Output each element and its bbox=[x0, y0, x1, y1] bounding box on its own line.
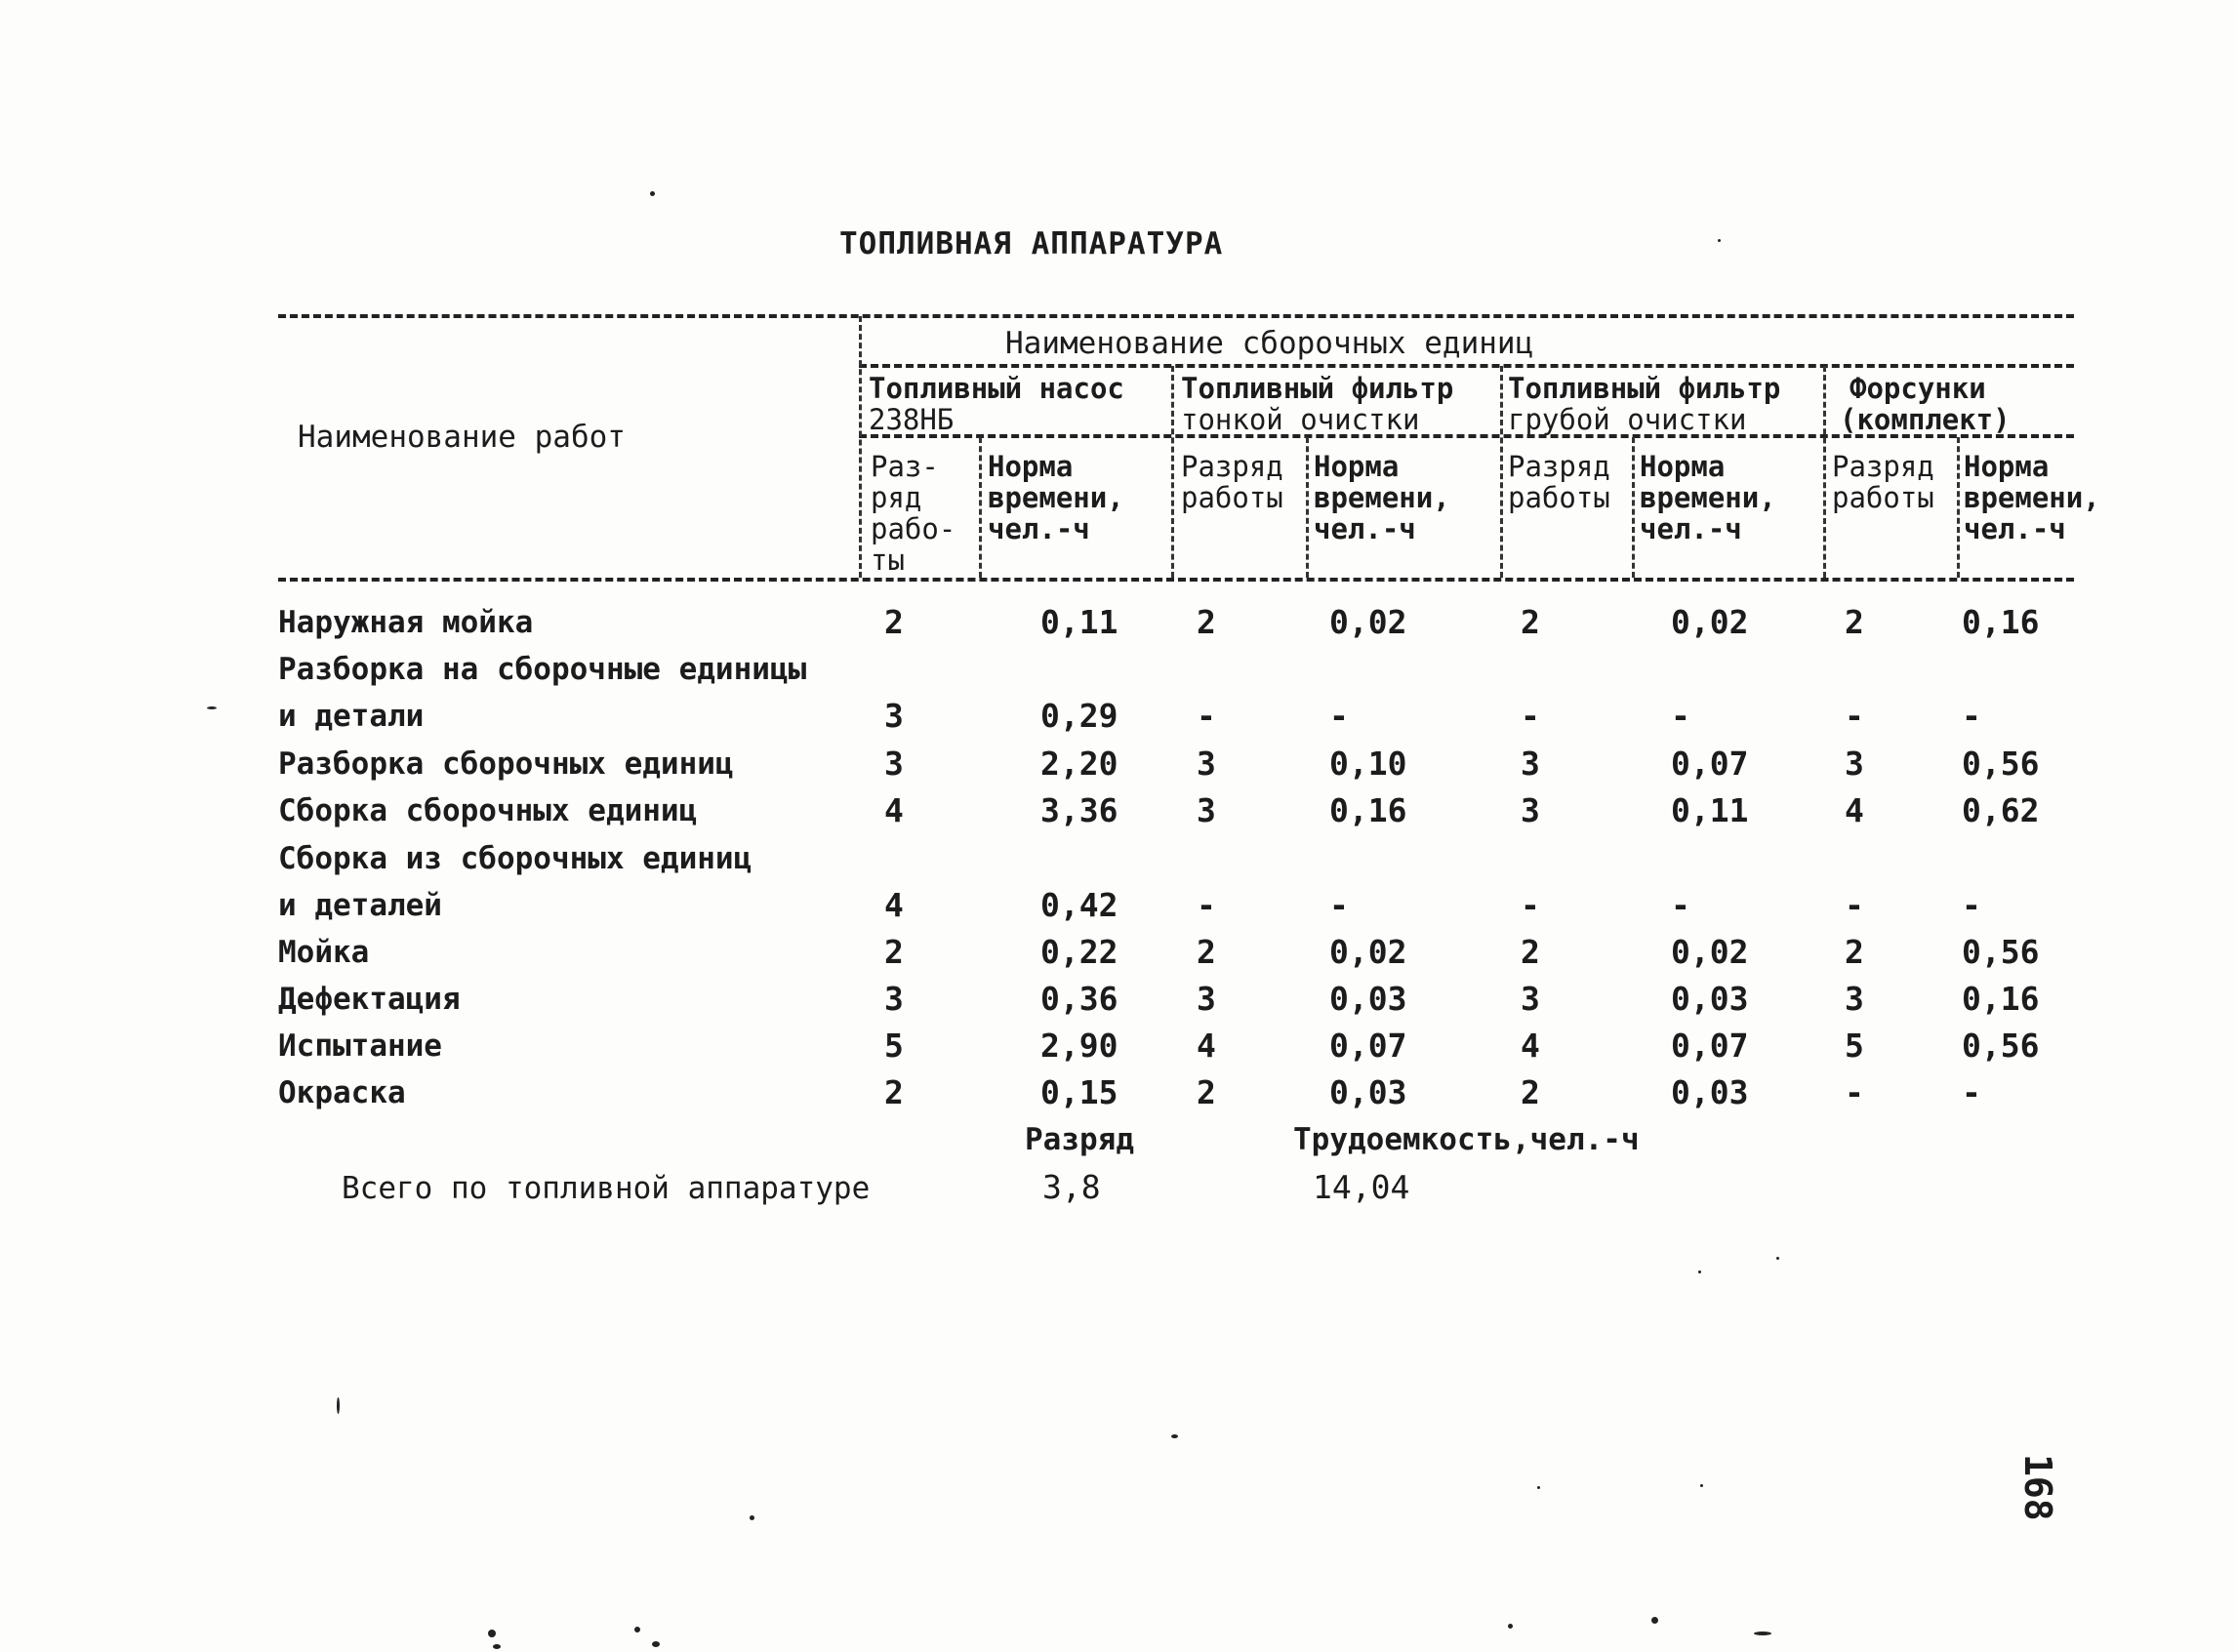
norm-header-line: чел.-ч bbox=[1314, 512, 1416, 545]
norm-value: 0,22 bbox=[1040, 933, 1118, 971]
work-name: Разборка на сборочные единицы bbox=[278, 652, 807, 687]
norm-header-line: Норма bbox=[1964, 450, 2050, 483]
norm-header-line: чел.-ч bbox=[988, 512, 1090, 545]
norm-value: 0,56 bbox=[1962, 933, 2040, 971]
scan-speck bbox=[750, 1515, 754, 1520]
norm-header-line: Норма bbox=[1314, 450, 1400, 483]
unit-name-line2: тонкой очистки bbox=[1181, 403, 1420, 436]
rank-value: - bbox=[1845, 697, 1864, 735]
norm-value: 0,56 bbox=[1962, 745, 2040, 783]
rank-value: - bbox=[1197, 697, 1216, 735]
norm-value: - bbox=[1329, 886, 1349, 924]
rank-value: 4 bbox=[1845, 791, 1864, 829]
header-divider bbox=[859, 316, 862, 578]
rank-value: 3 bbox=[884, 980, 904, 1018]
norm-value: 0,02 bbox=[1671, 933, 1749, 971]
rank-value: - bbox=[1845, 1073, 1864, 1111]
norm-header-line: чел.-ч bbox=[1964, 512, 2066, 545]
norm-value: 2,20 bbox=[1040, 745, 1118, 783]
norm-value: 0,02 bbox=[1329, 603, 1407, 641]
norm-header-line: Норма bbox=[1640, 450, 1726, 483]
rank-value: 3 bbox=[1197, 980, 1216, 1018]
scan-speck bbox=[650, 191, 655, 196]
work-name: и деталей bbox=[278, 888, 442, 923]
scan-speck bbox=[1508, 1624, 1513, 1629]
scan-speck bbox=[1537, 1486, 1540, 1489]
rank-header-line: ты bbox=[871, 544, 905, 577]
rank-value: 3 bbox=[884, 745, 904, 783]
rank-value: 4 bbox=[884, 886, 904, 924]
header-divider bbox=[1632, 437, 1635, 578]
rank-value: 2 bbox=[884, 933, 904, 971]
norm-value: 2,90 bbox=[1040, 1027, 1118, 1065]
unit-name-line2: грубой очистки bbox=[1508, 403, 1747, 436]
norm-value: 0,11 bbox=[1671, 791, 1749, 829]
norm-value: - bbox=[1671, 697, 1690, 735]
unit-name-line1: Топливный фильтр bbox=[1508, 372, 1781, 405]
summary-labor-label: Трудоемкость,чел.-ч bbox=[1293, 1122, 1640, 1157]
rank-value: 2 bbox=[1845, 603, 1864, 641]
table-top-rule bbox=[278, 314, 2074, 318]
norm-value: 0,11 bbox=[1040, 603, 1118, 641]
scan-speck bbox=[1718, 239, 1721, 242]
summary-rank-label: Разряд bbox=[1025, 1122, 1134, 1157]
work-name: Мойка bbox=[278, 935, 370, 970]
norm-value: 0,02 bbox=[1671, 603, 1749, 641]
work-name: Наружная мойка bbox=[278, 605, 534, 640]
rank-value: - bbox=[1521, 697, 1540, 735]
norm-value: 0,02 bbox=[1329, 933, 1407, 971]
summary-total-label: Всего по топливной аппаратуре bbox=[342, 1171, 871, 1206]
norm-value: 0,16 bbox=[1329, 791, 1407, 829]
norm-value: 3,36 bbox=[1040, 791, 1118, 829]
norm-value: 0,16 bbox=[1962, 980, 2040, 1018]
norm-value: - bbox=[1962, 886, 1981, 924]
scan-speck bbox=[652, 1641, 660, 1647]
rank-value: - bbox=[1197, 886, 1216, 924]
scan-speck bbox=[1171, 1434, 1178, 1438]
rank-value: 3 bbox=[1197, 745, 1216, 783]
norm-value: 0,56 bbox=[1962, 1027, 2040, 1065]
work-name: и детали bbox=[278, 699, 425, 734]
summary-rank-value: 3,8 bbox=[1042, 1168, 1101, 1206]
page-number: 168 bbox=[2016, 1454, 2059, 1521]
scan-speck bbox=[1698, 1270, 1701, 1273]
rank-value: 5 bbox=[884, 1027, 904, 1065]
norm-value: 0,03 bbox=[1671, 1073, 1749, 1111]
rank-header-line: работы bbox=[1832, 481, 1934, 514]
scan-speck bbox=[493, 1644, 501, 1649]
page-title: ТОПЛИВНАЯ АППАРАТУРА bbox=[839, 226, 1224, 262]
rank-value: 3 bbox=[1521, 980, 1540, 1018]
rank-header-line: Разряд bbox=[1832, 450, 1934, 483]
norm-value: 0,15 bbox=[1040, 1073, 1118, 1111]
scan-speck bbox=[337, 1397, 340, 1414]
scan-speck bbox=[1651, 1617, 1658, 1624]
rank-value: - bbox=[1521, 886, 1540, 924]
rank-value: 2 bbox=[1197, 1073, 1216, 1111]
work-name: Сборка из сборочных единиц bbox=[278, 841, 752, 876]
rank-value: 2 bbox=[1197, 603, 1216, 641]
norm-value: 0,07 bbox=[1671, 1027, 1749, 1065]
norm-value: 0,36 bbox=[1040, 980, 1118, 1018]
group-header-rule bbox=[859, 364, 2074, 368]
rank-value: 2 bbox=[1521, 933, 1540, 971]
rank-value: - bbox=[1845, 886, 1864, 924]
scan-speck bbox=[1700, 1484, 1703, 1487]
rank-header-line: Раз- bbox=[871, 450, 939, 483]
norm-value: 0,07 bbox=[1329, 1027, 1407, 1065]
scan-speck bbox=[488, 1630, 496, 1637]
norm-value: 0,03 bbox=[1329, 980, 1407, 1018]
header-divider bbox=[1957, 437, 1960, 578]
rank-value: 2 bbox=[1521, 603, 1540, 641]
rank-value: 3 bbox=[1197, 791, 1216, 829]
norm-value: 0,29 bbox=[1040, 697, 1118, 735]
rank-value: 3 bbox=[1845, 980, 1864, 1018]
header-divider bbox=[1823, 366, 1826, 578]
rank-value: 4 bbox=[1521, 1027, 1540, 1065]
header-divider bbox=[1306, 437, 1309, 578]
rank-header-line: ряд bbox=[871, 481, 922, 514]
scan-speck bbox=[1776, 1257, 1779, 1260]
table-header-bottom-rule bbox=[278, 578, 2074, 582]
norm-header-line: времени, bbox=[1314, 481, 1450, 514]
unit-name-line1: Топливный насос bbox=[869, 372, 1124, 405]
norm-value: 0,03 bbox=[1329, 1073, 1407, 1111]
norm-header-line: времени, bbox=[988, 481, 1124, 514]
norm-value: 0,10 bbox=[1329, 745, 1407, 783]
header-divider bbox=[1500, 366, 1503, 578]
rank-value: 4 bbox=[884, 791, 904, 829]
norm-value: 0,42 bbox=[1040, 886, 1118, 924]
norm-header-line: чел.-ч bbox=[1640, 512, 1742, 545]
work-name: Испытание bbox=[278, 1028, 442, 1064]
rank-value: 5 bbox=[1845, 1027, 1864, 1065]
rank-value: 3 bbox=[1845, 745, 1864, 783]
unit-name-line2: (комплект) bbox=[1840, 403, 2011, 436]
norm-value: - bbox=[1962, 1073, 1981, 1111]
rank-header-line: рабо- bbox=[871, 512, 956, 545]
work-name-header: Наименование работ bbox=[298, 420, 626, 455]
work-name: Разборка сборочных единиц bbox=[278, 746, 734, 782]
unit-name-line2: 238НБ bbox=[869, 403, 955, 436]
norm-value: - bbox=[1329, 697, 1349, 735]
norm-value: - bbox=[1671, 886, 1690, 924]
work-name: Сборка сборочных единиц bbox=[278, 793, 698, 828]
rank-header-line: Разряд bbox=[1508, 450, 1610, 483]
rank-value: 3 bbox=[1521, 745, 1540, 783]
rank-value: 3 bbox=[1521, 791, 1540, 829]
norm-header-line: Норма bbox=[988, 450, 1074, 483]
rank-value: 4 bbox=[1197, 1027, 1216, 1065]
norm-value: 0,16 bbox=[1962, 603, 2040, 641]
rank-value: 2 bbox=[1845, 933, 1864, 971]
norm-value: 0,03 bbox=[1671, 980, 1749, 1018]
work-name: Дефектация bbox=[278, 982, 461, 1017]
header-divider bbox=[979, 437, 982, 578]
rank-header-line: Разряд bbox=[1181, 450, 1283, 483]
norm-value: 0,62 bbox=[1962, 791, 2040, 829]
scan-speck bbox=[1754, 1632, 1771, 1635]
rank-value: 2 bbox=[1197, 933, 1216, 971]
norm-header-line: времени, bbox=[1640, 481, 1776, 514]
header-divider bbox=[1171, 366, 1174, 578]
summary-labor-value: 14,04 bbox=[1313, 1168, 1410, 1206]
rank-header-line: работы bbox=[1508, 481, 1610, 514]
work-name: Окраска bbox=[278, 1075, 406, 1110]
scan-speck bbox=[207, 706, 217, 709]
rank-value: 3 bbox=[884, 697, 904, 735]
scan-speck bbox=[634, 1627, 640, 1632]
unit-name-line1: Топливный фильтр bbox=[1181, 372, 1454, 405]
units-group-header: Наименование сборочных единиц bbox=[1005, 326, 1534, 361]
unit-name-line1: Форсунки bbox=[1850, 372, 1986, 405]
rank-value: 2 bbox=[884, 603, 904, 641]
rank-value: 2 bbox=[1521, 1073, 1540, 1111]
norm-header-line: времени, bbox=[1964, 481, 2100, 514]
norm-value: 0,07 bbox=[1671, 745, 1749, 783]
norm-value: - bbox=[1962, 697, 1981, 735]
rank-value: 2 bbox=[884, 1073, 904, 1111]
rank-header-line: работы bbox=[1181, 481, 1283, 514]
